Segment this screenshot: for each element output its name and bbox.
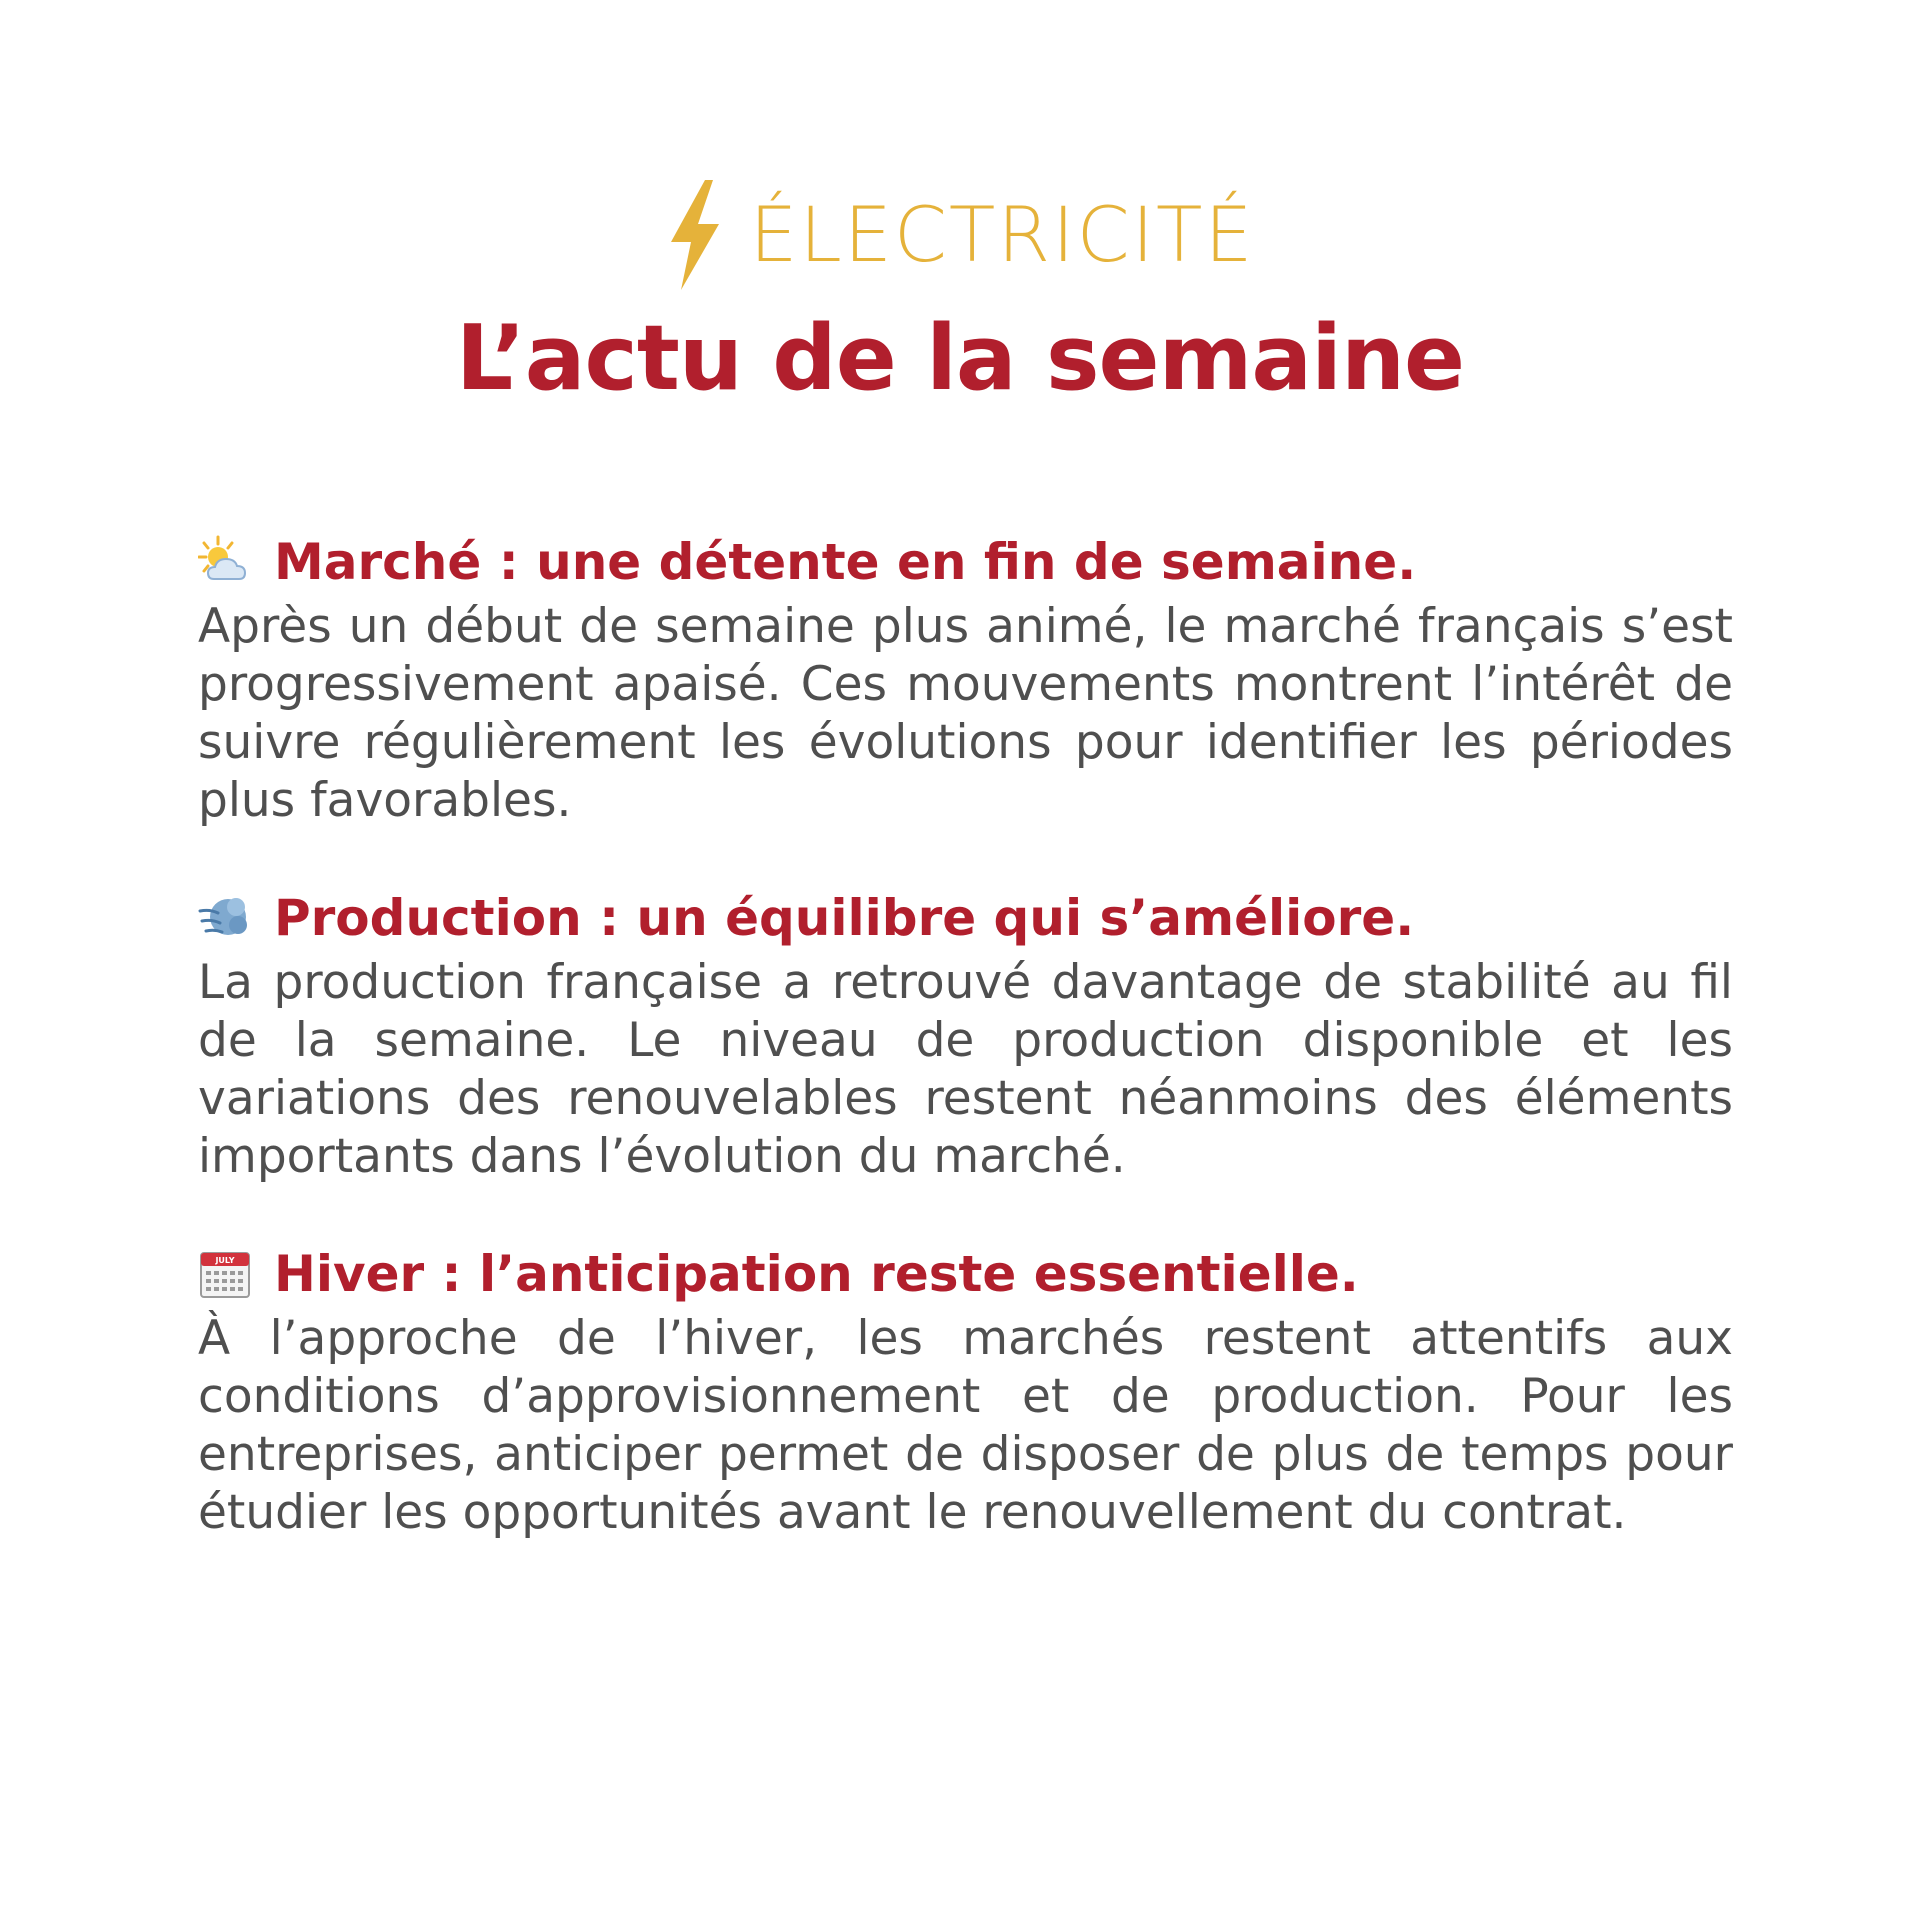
news-item-body: Après un début de semaine plus animé, le marché français s’est progressivement apaisé. Ces mouvements montrent l’intérêt de suivre régulièrement les évolutions pour identifier les périodes plus favorables. [198,599,1733,828]
category-kicker [0,175,1920,295]
news-item-production [198,886,1733,1186]
sun-behind-cloud-icon [198,535,252,589]
calendar-month-label: JULY [215,1256,235,1265]
news-item-title: Hiver : l’anticipation reste essentielle. [274,1245,1359,1303]
lightning-bolt-icon [665,180,723,290]
news-item-body: À l’approche de l’hiver, les marchés restent attentifs aux conditions d’approvisionnement et de production. Pour les entreprises, anticiper permet de disposer de plus de temps pour étudier les opportunités avant le renouvellement du contrat. [198,1311,1733,1540]
page-title: L’actu de la semaine [455,306,1465,411]
news-item-market [198,530,1733,830]
news-item-winter [198,1242,1733,1542]
news-item-header [198,1242,1733,1306]
news-list [198,530,1733,1598]
header [0,175,1920,411]
news-item-body: La production française a retrouvé davantage de stabilité au fil de la semaine. Le niveau de production disponible et les variations des renouvelables restent néanmoins des éléments importants dans l’évolution du marché. [198,955,1733,1184]
news-item-header [198,886,1733,950]
news-item-header [198,530,1733,594]
calendar-icon [198,1247,252,1301]
news-item-title: Marché : une détente en fin de semaine. [274,533,1417,591]
category-label: ÉLECTRICITÉ [749,190,1255,279]
news-item-title: Production : un équilibre qui s’améliore. [274,889,1415,947]
wind-blowing-icon [198,891,252,945]
